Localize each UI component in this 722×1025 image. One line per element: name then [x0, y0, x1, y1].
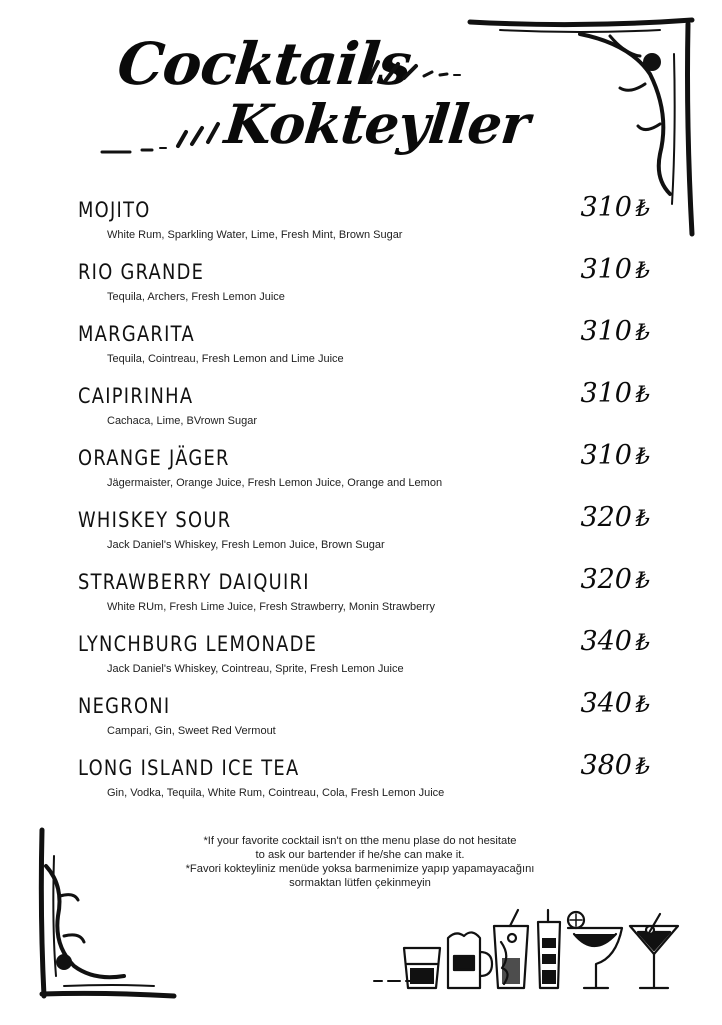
menu-item — [78, 192, 668, 260]
beer-mug-icon — [448, 932, 492, 988]
drinks-illustration — [398, 908, 683, 996]
item-name: NEGRONI — [78, 694, 171, 718]
item-price: 320 ₺ — [580, 502, 650, 533]
corner-ornament-icon — [34, 826, 184, 1001]
title-cocktails: Cocktails — [114, 30, 415, 98]
menu-item — [78, 316, 668, 384]
menu-item — [78, 378, 668, 446]
item-name: WHISKEY SOUR — [78, 508, 232, 532]
item-name: CAIPIRINHA — [78, 384, 194, 408]
item-name: MARGARITA — [78, 322, 195, 346]
note-line: *If your favorite cocktail isn't on tthe menu plase do not hesitate — [203, 835, 517, 847]
item-description: Jack Daniel's Whiskey, Cointreau, Sprite, Fresh Lemon Juice — [107, 663, 404, 675]
menu-item — [78, 502, 668, 570]
item-name: MOJITO — [78, 198, 151, 222]
item-description: White RUm, Fresh Lime Juice, Fresh Strawberry, Monin Strawberry — [107, 601, 436, 613]
shot-glass-icon — [404, 948, 440, 988]
item-price: 310 ₺ — [580, 440, 650, 471]
item-name: LYNCHBURG LEMONADE — [78, 632, 318, 656]
item-name: RIO GRANDE — [78, 260, 205, 284]
menu-item — [78, 688, 668, 756]
item-price: 380 ₺ — [580, 750, 650, 781]
item-description: Gin, Vodka, Tequila, White Rum, Cointreau, Cola, Fresh Lemon Juice — [107, 787, 445, 799]
menu-item — [78, 750, 668, 818]
menu-item — [78, 440, 668, 508]
title-kokteyller: Kokteyller — [221, 92, 533, 156]
menu-item — [78, 254, 668, 322]
item-price: 340 ₺ — [580, 688, 650, 719]
note-line: *Favori kokteyliniz menüde yoksa barmenimize yapıp yapamayacağını — [185, 863, 535, 875]
margarita-glass-icon — [568, 912, 622, 988]
item-description: Campari, Gin, Sweet Red Vermout — [107, 725, 276, 737]
item-description: Jack Daniel's Whiskey, Fresh Lemon Juice, Brown Sugar — [107, 539, 385, 551]
menu-item — [78, 564, 668, 632]
item-name: ORANGE JÄGER — [78, 446, 230, 470]
menu-item — [78, 626, 668, 694]
collins-glass-icon — [538, 910, 560, 988]
item-price: 310 ₺ — [580, 378, 650, 409]
note-line: to ask our bartender if he/she can make it. — [255, 849, 465, 861]
item-description: Tequila, Cointreau, Fresh Lemon and Lime Juice — [107, 353, 344, 365]
item-price: 310 ₺ — [580, 192, 650, 223]
item-price: 310 ₺ — [580, 316, 650, 347]
martini-glass-icon — [630, 914, 678, 988]
item-price: 320 ₺ — [580, 564, 650, 595]
note-line: sormaktan lütfen çekinmeyin — [289, 877, 431, 889]
item-name: LONG ISLAND ICE TEA — [78, 756, 300, 780]
footer-note — [140, 834, 580, 890]
item-description: Jägermaister, Orange Juice, Fresh Lemon Juice, Orange and Lemon — [107, 477, 443, 489]
item-name: STRAWBERRY DAIQUIRI — [78, 570, 310, 594]
item-description: Tequila, Archers, Fresh Lemon Juice — [107, 291, 285, 303]
item-price: 310 ₺ — [580, 254, 650, 285]
item-description: White Rum, Sparkling Water, Lime, Fresh Mint, Brown Sugar — [107, 229, 403, 241]
item-description: Cachaca, Lime, BVrown Sugar — [107, 415, 257, 427]
highball-glass-icon — [494, 910, 528, 988]
item-price: 340 ₺ — [580, 626, 650, 657]
